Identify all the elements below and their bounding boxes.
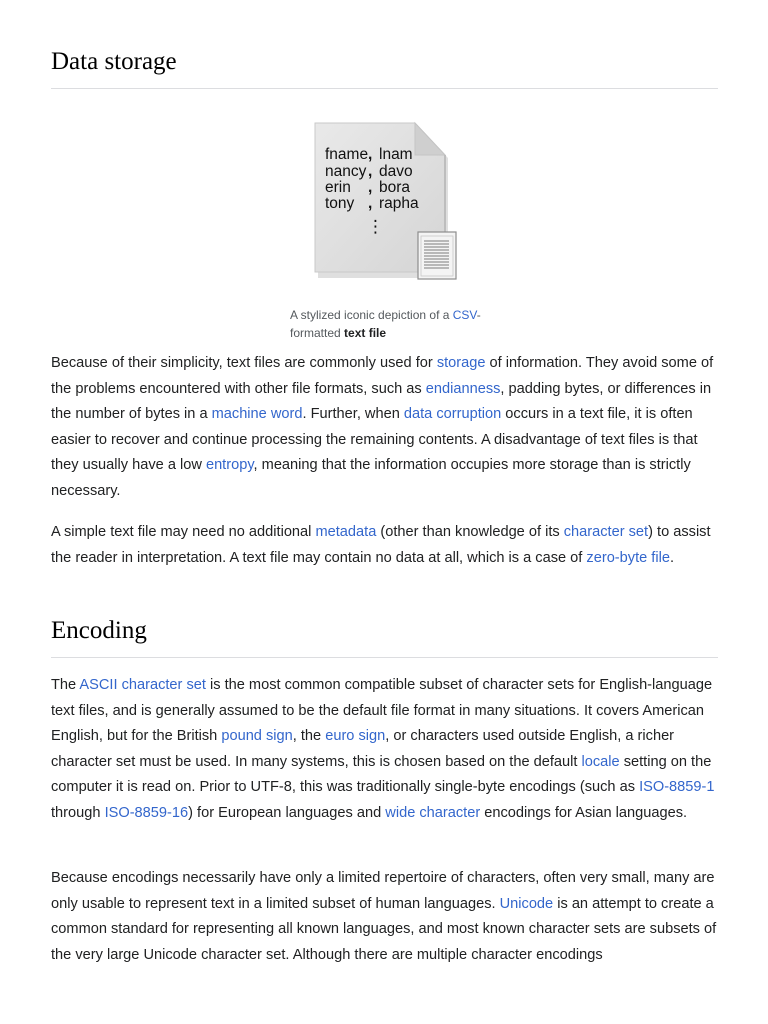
icon-line-4-col-1: tony <box>325 195 355 212</box>
metadata-link[interactable]: metadata <box>315 524 377 540</box>
text: setting on the computer it is read on. Prior to UTF-8, this was traditionally single-byte encodings (such as <box>51 753 712 795</box>
caption-bold-text: text file <box>344 326 387 340</box>
text: Because of their simplicity, text files are commonly used for <box>51 355 437 371</box>
icon-line-4-col-2: rapha <box>379 195 419 212</box>
data-corruption-link[interactable]: data corruption <box>403 406 502 422</box>
paragraph-ascii <box>51 673 721 826</box>
text: of information. They avoid some of the problems encountered with other file formats, such as <box>51 355 714 397</box>
icon-line-3-col-1: erin <box>325 179 351 196</box>
ascii-character-set-link[interactable]: ASCII character set <box>79 677 206 693</box>
text: The <box>51 677 80 693</box>
text: , padding bytes, or differences in the number of bytes in a <box>51 380 712 422</box>
section-heading-encoding: Encoding <box>51 615 718 658</box>
text: through <box>51 804 105 821</box>
storage-link[interactable]: storage <box>436 355 486 371</box>
locale-link[interactable]: locale <box>581 753 620 770</box>
text: , meaning that the information occupies more storage than is strictly necessary. <box>51 457 691 499</box>
text: is an attempt to create a common standard for representing all known languages, and most known character sets are subsets of the very large Unicode character set. Although there are multiple character encodings <box>51 895 717 963</box>
paragraph-unicode <box>51 866 721 968</box>
figure-caption <box>290 306 490 342</box>
text: Because encodings necessarily have only a limited repertoire of characters, often very small, many are only usable to represent text in a limited subset of human languages. <box>51 870 715 912</box>
caption-text: -formatted <box>290 308 481 340</box>
text: ) to assist the reader in interpretation. A text file may contain no data at all, which is a case of <box>51 524 711 566</box>
character-set-link[interactable]: character set <box>563 524 649 540</box>
text: is the most common compatible subset of character sets for English-language text files, and is generally assumed to be the default file format in many situations. It covers American English, but for the British <box>51 677 713 744</box>
text: . Further, when <box>302 406 404 422</box>
euro-sign-link[interactable]: euro sign <box>325 728 386 744</box>
csv-figure <box>290 120 481 340</box>
wide-character-link[interactable]: wide character <box>385 804 481 821</box>
unicode-link[interactable]: Unicode <box>499 895 554 912</box>
section-heading-data-storage: Data storage <box>51 46 718 89</box>
text: encodings for Asian languages. <box>480 804 688 821</box>
csv-file-icon[interactable] <box>290 120 470 285</box>
icon-line-1-sep: , <box>368 146 373 163</box>
text: , or characters used outside English, a richer character set must be used. In many systems, this is chosen based on the default <box>51 728 675 770</box>
icon-line-2-sep: , <box>368 163 373 180</box>
paragraph-metadata <box>51 520 721 571</box>
icon-line-2-col-1: nancy <box>325 163 367 180</box>
icon-ellipsis: ⋮ <box>367 217 384 236</box>
icon-line-1-col-1: fname <box>325 146 369 163</box>
text: . <box>669 549 675 566</box>
endianness-link[interactable]: endianness <box>425 380 501 397</box>
caption-text: A stylized iconic depiction of a <box>290 308 453 322</box>
text: (other than knowledge of its <box>376 524 564 540</box>
iso-8859-1-link[interactable]: ISO-8859-1 <box>639 779 715 795</box>
icon-line-2-col-2: davo <box>379 163 413 180</box>
csv-document-illustration <box>290 120 470 285</box>
pound-sign-link[interactable]: pound sign <box>221 728 293 744</box>
icon-line-3-sep: , <box>368 179 373 196</box>
iso-8859-16-link[interactable]: ISO-8859-16 <box>104 804 189 821</box>
text: , the <box>292 728 326 744</box>
paragraph-simplicity <box>51 351 721 504</box>
icon-line-1-col-2: lnam <box>379 146 413 163</box>
entropy-link[interactable]: entropy <box>205 457 254 473</box>
icon-line-3-col-2: bora <box>379 179 411 196</box>
text: A simple text file may need no additional <box>51 524 316 540</box>
csv-link[interactable]: CSV <box>452 308 477 322</box>
zero-byte-file-link[interactable]: zero-byte file <box>586 549 670 566</box>
text: occurs in a text file, it is often easier to recover and continue processing the remaining contents. A disadvantage of text files is that they usually have a low <box>51 406 698 473</box>
machine-word-link[interactable]: machine word <box>211 406 303 422</box>
text: ) for European languages and <box>188 804 386 821</box>
icon-line-4-sep: , <box>368 195 373 212</box>
